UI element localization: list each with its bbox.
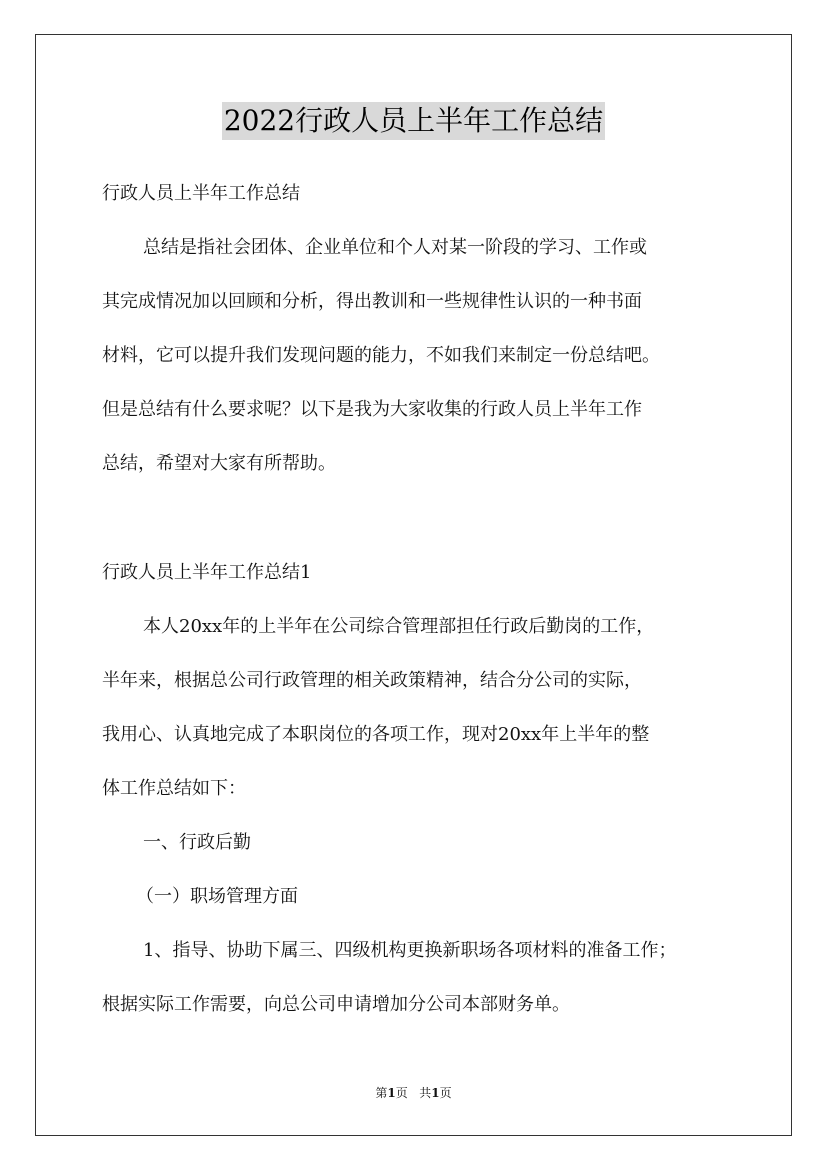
- item-line-2: 根据实际工作需要，向总公司申请增加分公司本部财务单。: [102, 994, 570, 1015]
- page-footer: [0, 1085, 827, 1101]
- footer-page-prefix: 第: [375, 1086, 388, 1100]
- section-line-1: 本人20xx年的上半年在公司综合管理部担任行政后勤岗的工作，: [143, 616, 655, 637]
- footer-page-current: 1: [387, 1086, 396, 1100]
- footer-page-mid: 页 共: [395, 1086, 432, 1100]
- intro-line-4: 但是总结有什么要求呢？以下是我为大家收集的行政人员上半年工作: [102, 399, 642, 420]
- document-title: 2022行政人员上半年工作总结: [222, 102, 605, 140]
- intro-line-3: 材料，它可以提升我们发现问题的能力，不如我们来制定一份总结吧。: [102, 345, 660, 366]
- section-line-4: 体工作总结如下：: [102, 778, 246, 799]
- item-line-1: 1、指导、协助下属三、四级机构更换新职场各项材料的准备工作；: [143, 940, 677, 961]
- section-line-3: 我用心、认真地完成了本职岗位的各项工作，现对20xx年上半年的整: [102, 724, 650, 745]
- document-subtitle: 行政人员上半年工作总结: [102, 183, 300, 204]
- intro-line-1: 总结是指社会团体、企业单位和个人对某一阶段的学习、工作或: [143, 237, 647, 258]
- footer-page-total: 1: [431, 1086, 440, 1100]
- section-title: 行政人员上半年工作总结1: [102, 562, 312, 583]
- intro-line-5: 总结，希望对大家有所帮助。: [102, 453, 336, 474]
- heading-workplace-management: （一）职场管理方面: [136, 886, 298, 907]
- section-line-2: 半年来，根据总公司行政管理的相关政策精神，结合分公司的实际，: [102, 670, 642, 691]
- title-container: [0, 102, 827, 140]
- heading-administration: 一、行政后勤: [143, 832, 251, 853]
- intro-line-2: 其完成情况加以回顾和分析，得出教训和一些规律性认识的一种书面: [102, 291, 642, 312]
- footer-page-suffix: 页: [439, 1086, 452, 1100]
